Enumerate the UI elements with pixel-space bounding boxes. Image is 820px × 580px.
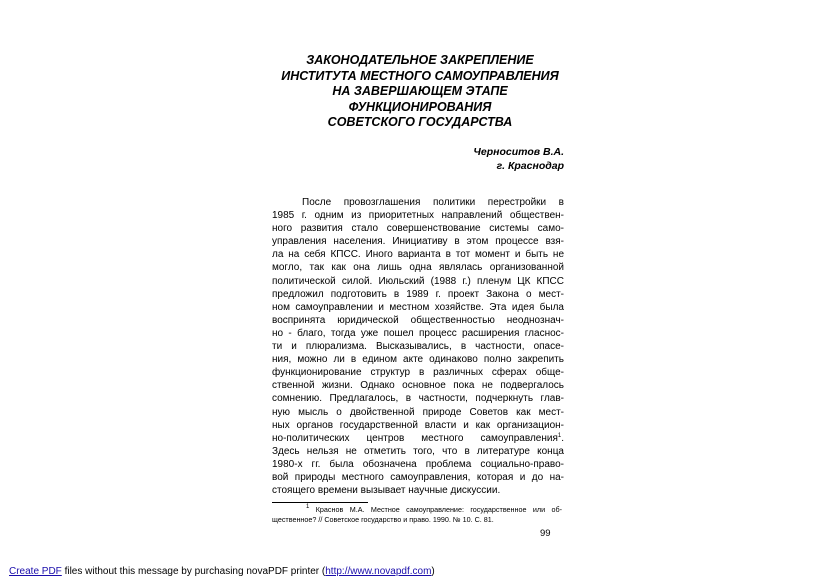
body-line: 1980-х гг. была обозначена проблема социально-право-: [272, 458, 564, 470]
body-line: ных органов государственной власти и как организацион-: [272, 419, 564, 431]
title-line: СОВЕТСКОГО ГОСУДАРСТВА: [327, 115, 513, 130]
body-line: управления населения. Инициативу в этом процессе взя-: [272, 236, 564, 248]
body-line-with-footnote-ref: [272, 432, 564, 445]
banner-text: files without this message by purchasing novaPDF printer (: [61, 566, 326, 577]
footnote-line: щественное? // Советское государство и право. 1990. № 10. С. 81.: [272, 515, 494, 524]
body-line: 1985 г. одним из приоритетных направлений обществен-: [272, 210, 564, 222]
body-line: ном самоуправлении и местном хозяйстве. Эта идея была: [272, 301, 564, 313]
title-line: ЗАКОНОДАТЕЛЬНОЕ ЗАКРЕПЛЕНИЕ: [306, 53, 534, 67]
footnote-text: Краснов М.А. Местное самоуправление: государственное или об-: [315, 505, 563, 514]
body-line: но - благо, тогда уже пошел процесс расширения гласнос-: [272, 327, 564, 339]
title-line: ИНСТИТУТА МЕСТНОГО САМОУПРАВЛЕНИЯ: [281, 68, 559, 83]
author-block: [473, 145, 564, 173]
body-line: Здесь нельзя не отметить того, что в литературе конца: [272, 445, 564, 457]
footnote-divider: [272, 502, 368, 503]
novapdf-banner: [9, 566, 435, 577]
body-line: ла на себя КПСС. Иного варианта в тот момент и быть не: [272, 249, 564, 261]
article-body: [272, 196, 564, 497]
create-pdf-link[interactable]: Create PDF: [9, 566, 62, 577]
body-line: могло, так как она лишь одна являлась организованной: [272, 262, 564, 274]
body-line: функционирование структур в различных сферах обще-: [272, 367, 564, 379]
body-line: стоящего времени вызывает научные дискуссии.: [272, 485, 501, 497]
body-line: ственной жизни. Однако основное пока не подвергалось: [272, 380, 564, 392]
body-line: сомнению. Предлагалось, в частности, подчеркнуть глав-: [272, 393, 564, 405]
footnote: [272, 505, 562, 525]
body-line-text: но-политических центров местного самоуправления: [272, 432, 558, 444]
article-title: [270, 53, 570, 131]
title-line: ФУНКЦИОНИРОВАНИЯ: [348, 99, 492, 114]
body-line: ти и плюрализма. Высказывались, в частности, опасе-: [272, 341, 564, 353]
body-line: ного развития стало совершенствование системы само-: [272, 223, 564, 235]
footnote-marker: 1: [306, 504, 310, 510]
footnote-ref-punct: .: [561, 432, 564, 444]
body-line: ную мысль о двойственной природе Советов как мест-: [272, 406, 564, 418]
body-line: предложил подготовить в 1989 г. проект Закона о мест-: [272, 288, 564, 300]
page-number: 99: [540, 528, 551, 539]
banner-text-end: ): [431, 566, 435, 577]
footnote-reference[interactable]: 1: [557, 432, 562, 439]
author-city: г. Краснодар: [496, 160, 564, 172]
footnote-line: [272, 505, 562, 515]
body-line: ния, можно ли в едином акте одинаково полно закрепить: [272, 354, 564, 366]
body-line: воспринята юридической общественностью неоднознач-: [272, 314, 564, 326]
novapdf-url-link[interactable]: http://www.novapdf.com: [325, 566, 432, 577]
author-name: Черноситов В.А.: [473, 146, 564, 158]
body-line: политической силой. Июльский (1988 г.) пленум ЦК КПСС: [272, 275, 564, 287]
body-line: После провозглашения политики перестройки в: [302, 197, 564, 208]
title-line: НА ЗАВЕРШАЮЩЕМ ЭТАПЕ: [332, 84, 508, 99]
body-line: вой природы местного самоуправления, которая и до на-: [272, 471, 564, 483]
